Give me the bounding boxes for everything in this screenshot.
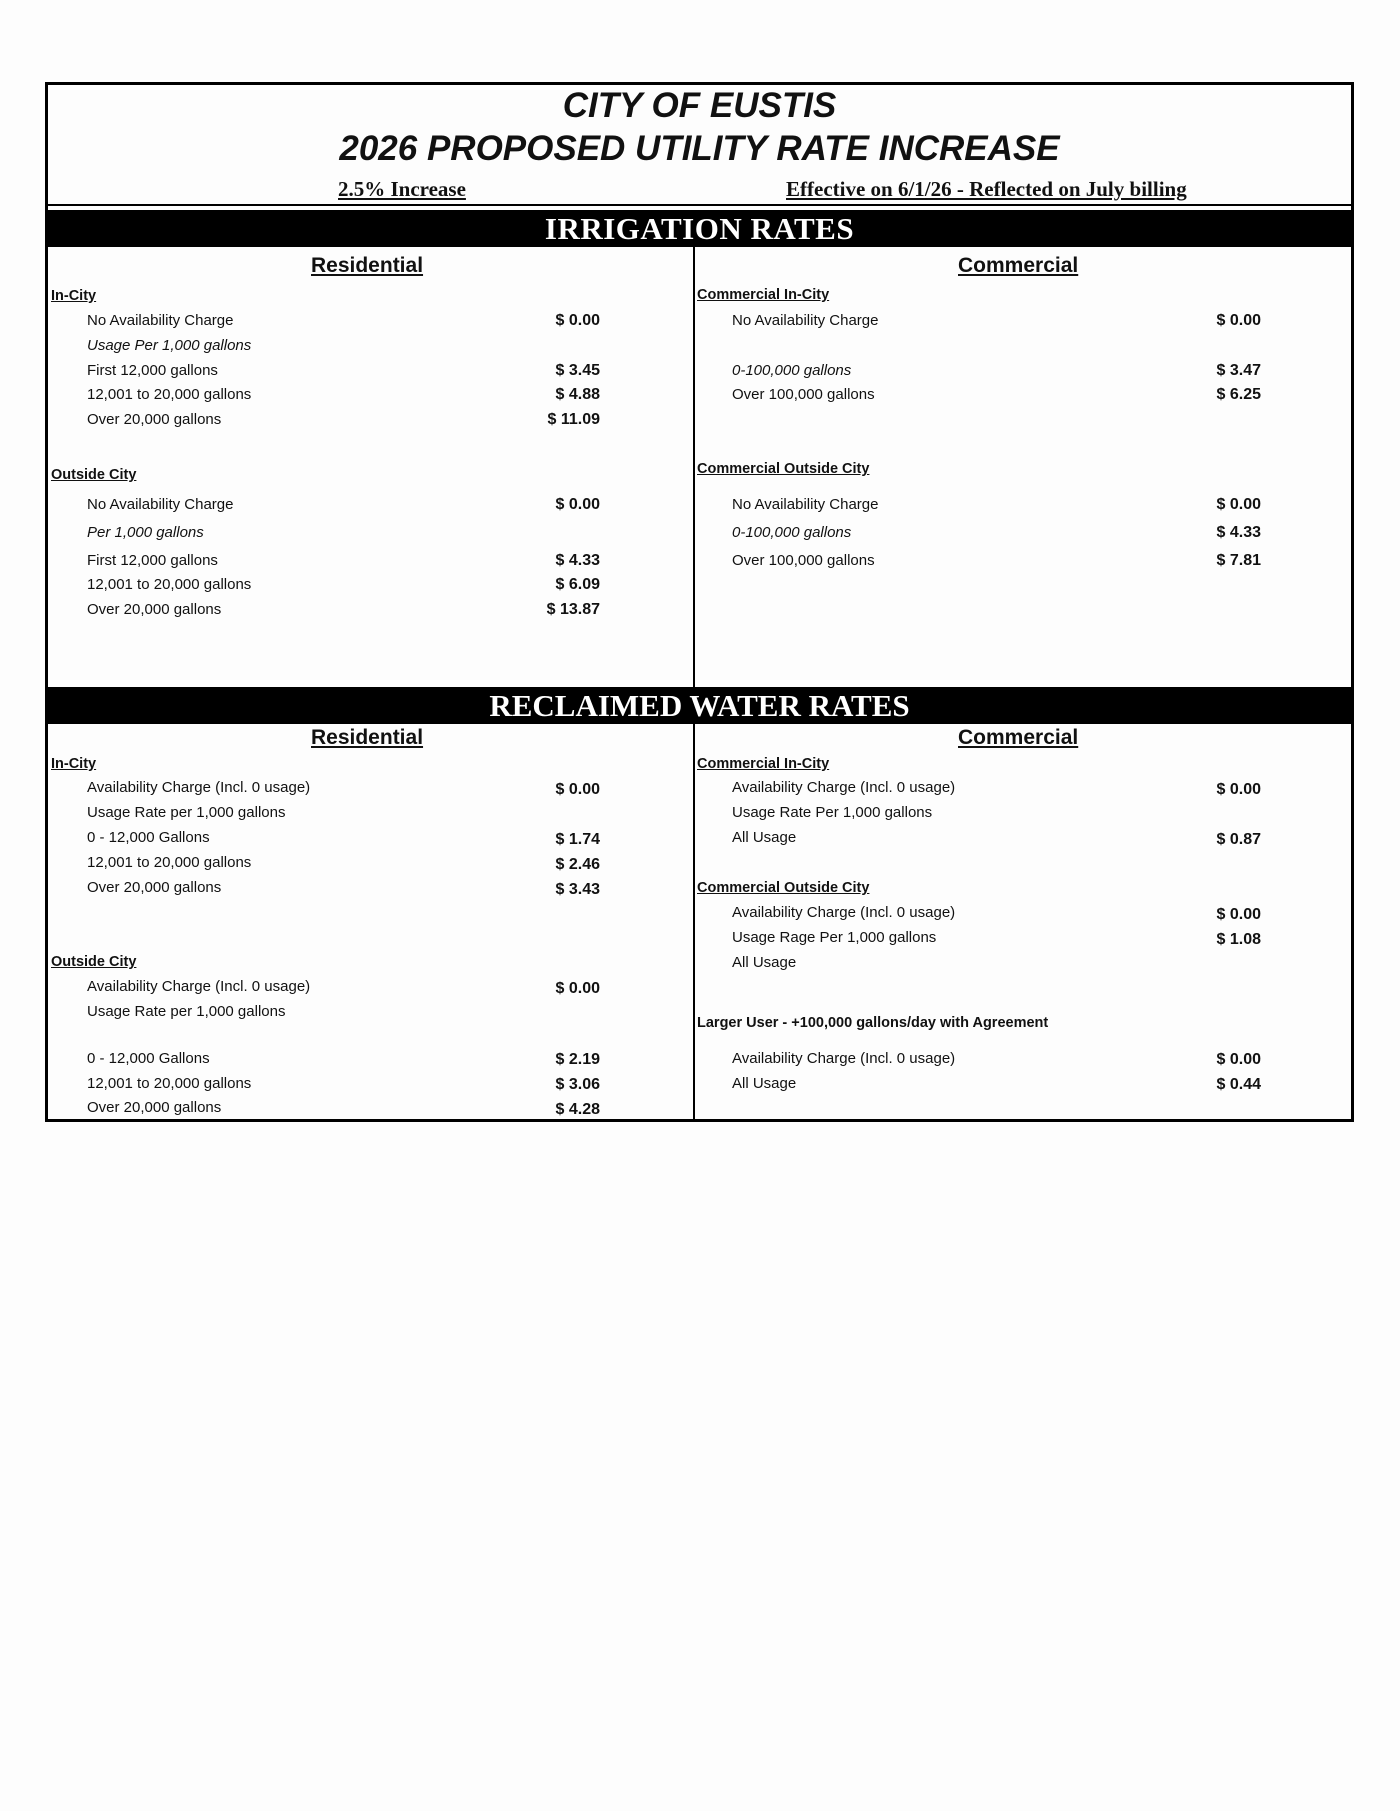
rate-value: $ 2.19 (555, 1051, 600, 1068)
rate-value: $ 1.08 (1216, 931, 1261, 948)
rate-value: $ 3.47 (1216, 362, 1261, 379)
reclaimed-res-outside-title: Outside City (51, 954, 137, 970)
rate-value: $ 0.00 (1216, 781, 1261, 798)
rate-value: $ 6.25 (1216, 386, 1261, 403)
rate-label: 0 - 12,000 Gallons (87, 1050, 210, 1067)
rate-label: Over 100,000 gallons (732, 552, 875, 569)
rate-value: $ 0.00 (555, 496, 600, 513)
irrigation-com-incity-title: Commercial In-City (697, 287, 830, 303)
rate-value: $ 0.00 (1216, 312, 1261, 329)
rate-label: All Usage (732, 1075, 797, 1092)
rate-value: $ 11.09 (547, 411, 600, 428)
rate-label: 0-100,000 gallons (732, 362, 852, 379)
rate-label: Over 100,000 gallons (732, 386, 875, 403)
city-name: CITY OF EUSTIS (562, 86, 837, 125)
rate-label: Over 20,000 gallons (87, 879, 222, 896)
rate-value: $ 0.00 (1216, 906, 1261, 923)
reclaimed-residential-heading: Residential (311, 726, 424, 749)
irrigation-res-incity-title: In-City (51, 288, 97, 304)
rate-value: $ 3.43 (555, 881, 600, 898)
rate-label: Availability Charge (Incl. 0 usage) (87, 779, 311, 796)
rate-value: $ 7.81 (1216, 552, 1261, 569)
irrigation-commercial-heading: Commercial (958, 254, 1079, 277)
rate-value: $ 0.00 (555, 980, 600, 997)
rate-label: All Usage (732, 829, 797, 846)
increase-note: 2.5% Increase (338, 177, 466, 201)
rate-value: $ 3.45 (555, 362, 600, 379)
rate-label: Availability Charge (Incl. 0 usage) (732, 904, 956, 921)
larger-user-title: Larger User - +100,000 gallons/day with Agreement (697, 1015, 1049, 1031)
irrigation-com-outside-title: Commercial Outside City (697, 461, 870, 477)
irrigation-rates-banner: IRRIGATION RATES (48, 210, 1351, 247)
rate-label: Usage Rate Per 1,000 gallons (732, 804, 933, 821)
rate-value: $ 6.09 (555, 576, 600, 593)
rate-label: 12,001 to 20,000 gallons (87, 854, 252, 871)
rate-sheet (45, 82, 1354, 1122)
rate-label: 12,001 to 20,000 gallons (87, 576, 252, 593)
rate-value: $ 0.00 (555, 312, 600, 329)
rate-label: No Availability Charge (87, 496, 234, 513)
page-title: 2026 PROPOSED UTILITY RATE INCREASE (339, 129, 1060, 168)
reclaimed-com-incity-title: Commercial In-City (697, 756, 830, 772)
rate-label: Usage Rate per 1,000 gallons (87, 1003, 286, 1020)
rate-value: $ 4.28 (555, 1101, 600, 1118)
rate-label: Usage Rate per 1,000 gallons (87, 804, 286, 821)
rate-label: 12,001 to 20,000 gallons (87, 1075, 252, 1092)
rate-label: Availability Charge (Incl. 0 usage) (732, 779, 956, 796)
rate-label: No Availability Charge (732, 496, 879, 513)
rate-label: Availability Charge (Incl. 0 usage) (87, 978, 311, 995)
rate-label: Usage Rage Per 1,000 gallons (732, 929, 937, 946)
reclaimed-commercial-heading: Commercial (958, 726, 1079, 749)
rate-label: 0 - 12,000 Gallons (87, 829, 210, 846)
irrigation-residential-heading: Residential (311, 254, 424, 277)
reclaimed-rates-banner: RECLAIMED WATER RATES (48, 687, 1351, 724)
rate-value: $ 4.88 (555, 386, 600, 403)
rate-label: First 12,000 gallons (87, 362, 218, 379)
rate-label: Over 20,000 gallons (87, 601, 222, 618)
rate-label: Per 1,000 gallons (87, 524, 204, 541)
rate-label: No Availability Charge (87, 312, 234, 329)
rate-value: $ 0.87 (1216, 831, 1261, 848)
rate-value: $ 0.00 (1216, 1051, 1261, 1068)
rate-value: $ 3.06 (555, 1076, 600, 1093)
reclaimed-res-incity-title: In-City (51, 756, 97, 772)
rate-label: Over 20,000 gallons (87, 411, 222, 428)
rate-value: $ 4.33 (555, 552, 600, 569)
rate-value: $ 0.00 (555, 781, 600, 798)
rate-value: $ 0.44 (1216, 1076, 1261, 1093)
rate-label: Availability Charge (Incl. 0 usage) (732, 1050, 956, 1067)
rate-value: $ 13.87 (546, 601, 600, 618)
irrigation-res-outside-title: Outside City (51, 467, 137, 483)
rate-label: First 12,000 gallons (87, 552, 218, 569)
rate-value: $ 0.00 (1216, 496, 1261, 513)
header-divider (48, 204, 1351, 206)
column-divider (693, 724, 695, 1122)
column-divider (693, 247, 695, 687)
rate-value: $ 2.46 (555, 856, 600, 873)
rate-label: 0-100,000 gallons (732, 524, 852, 541)
rate-label: No Availability Charge (732, 312, 879, 329)
effective-note: Effective on 6/1/26 - Reflected on July billing (786, 177, 1187, 201)
rate-value: $ 1.74 (555, 831, 600, 848)
rate-label: 12,001 to 20,000 gallons (87, 386, 252, 403)
rate-value: $ 4.33 (1216, 524, 1261, 541)
rate-label: All Usage (732, 954, 797, 971)
rate-label: Over 20,000 gallons (87, 1099, 222, 1116)
rate-label: Usage Per 1,000 gallons (87, 337, 252, 354)
reclaimed-com-outside-title: Commercial Outside City (697, 880, 870, 896)
